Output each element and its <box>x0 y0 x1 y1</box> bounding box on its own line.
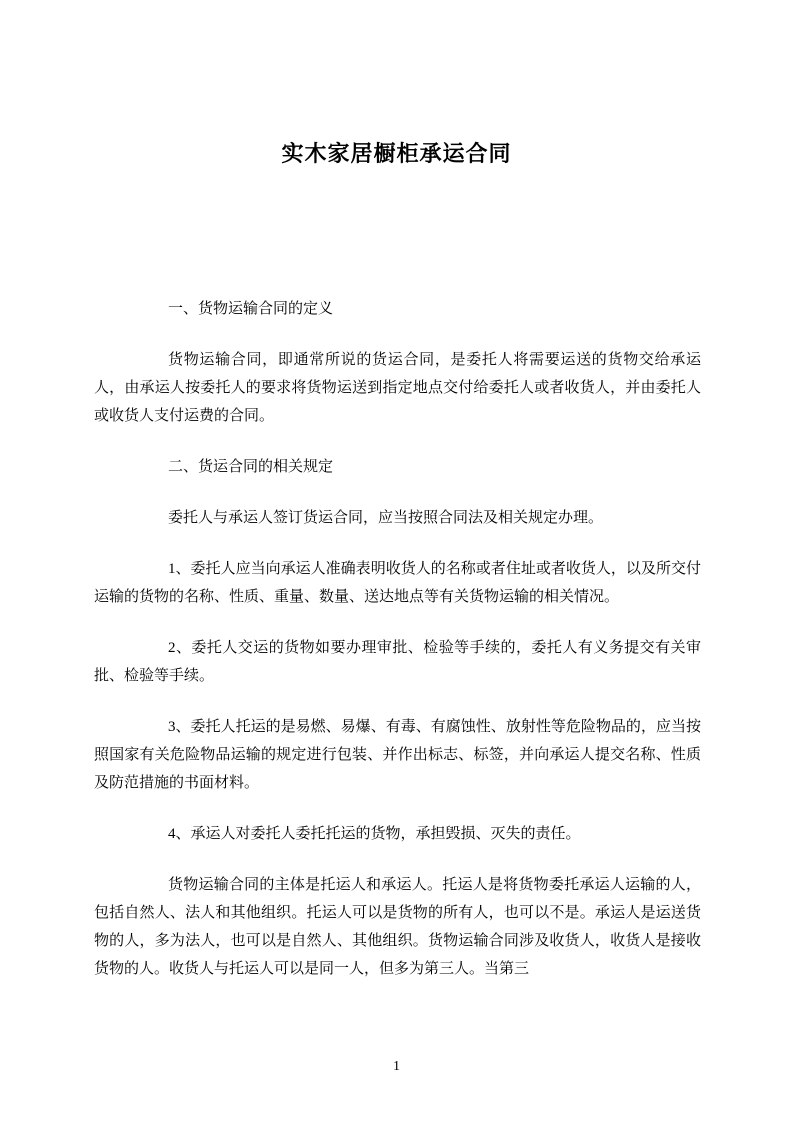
document-body <box>0 170 793 983</box>
paragraph-item-1: 1、委托人应当向承运人准确表明收货人的名称或者住址或者收货人，以及所交付运输的货物的名称、性质、重量、数量、送达地点等有关货物运输的相关情况。 <box>94 561 701 605</box>
paragraph-item-2: 2、委托人交运的货物如要办理审批、检验等手续的，委托人有义务提交有关审批、检验等手续。 <box>94 640 701 684</box>
paragraph-regulations-intro: 委托人与承运人签订货运合同，应当按照合同法及相关规定办理。 <box>168 510 604 526</box>
paragraph-definition-body: 货物运输合同，即通常所说的货运合同，是委托人将需要运送的货物交给承运人，由承运人按委托人的要求将货物运送到指定地点交付给委托人或者收货人，并由委托人或收货人支付运费的合同。 <box>94 352 701 424</box>
paragraph-parties: 货物运输合同的主体是托运人和承运人。托运人是将货物委托承运人运输的人，包括自然人、法人和其他组织。托运人可以是货物的所有人，也可以不是。承运人是运送货物的人，多为法人，也可以是自然人、其他组织。货物运输合同涉及收货人，收货人是接收货物的人。收货人与托运人可以是同一人，但多为第三人。当第三 <box>94 877 701 977</box>
paragraph-item-4: 4、承运人对委托人委托托运的货物，承担毁损、灭失的责任。 <box>168 826 581 842</box>
document-title: 实木家居橱柜承运合同 <box>281 141 512 166</box>
page-number: 1 <box>393 1059 400 1074</box>
section-heading-regulations: 二、货运合同的相关规定 <box>168 459 334 475</box>
paragraph-item-3: 3、委托人托运的是易燃、易爆、有毒、有腐蚀性、放射性等危险物品的，应当按照国家有关危险物品运输的规定进行包装、并作出标志、标签，并向承运人提交名称、性质及防范措施的书面材料。 <box>94 719 701 791</box>
section-heading-definition: 一、货物运输合同的定义 <box>168 301 334 317</box>
